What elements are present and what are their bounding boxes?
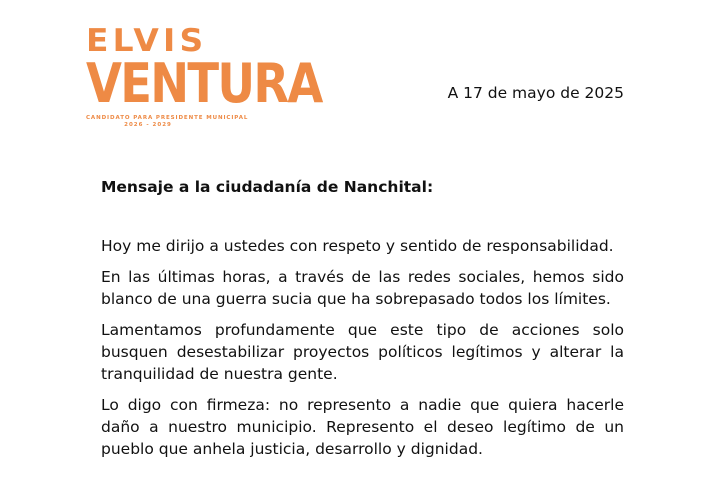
letter-paragraph: Lamentamos profundamente que este tipo de acciones solo busquen desestabilizar proyectos políticos legítimos y alterar la tranquilidad de nuestra gente. <box>101 321 624 383</box>
campaign-logo <box>86 23 322 128</box>
letter-paragraph: Lo digo con firmeza: no represento a nadie que quiera hacerle daño a nuestro municipio. Represento el deseo legítimo de un pueblo que anhela justicia, desarrollo y dignidad. <box>101 396 624 458</box>
letter-paragraph: Hoy me dirijo a ustedes con respeto y sentido de responsabilidad. <box>101 237 614 255</box>
letter-body <box>101 176 624 469</box>
logo-term: 2026 - 2029 <box>124 122 172 128</box>
letter-greeting: Mensaje a la ciudadanía de Nanchital: <box>101 178 434 196</box>
logo-tagline: CANDIDATO PARA PRESIDENTE MUNICIPAL <box>86 115 249 121</box>
letter-date: A 17 de mayo de 2025 <box>447 84 624 102</box>
logo-first-name: ELVIS <box>86 23 208 59</box>
letter-paragraph: En las últimas horas, a través de las redes sociales, hemos sido blanco de una guerra sucia que ha sobrepasado todos los límites. <box>101 268 624 308</box>
logo-last-name: VENTURA <box>86 52 322 115</box>
